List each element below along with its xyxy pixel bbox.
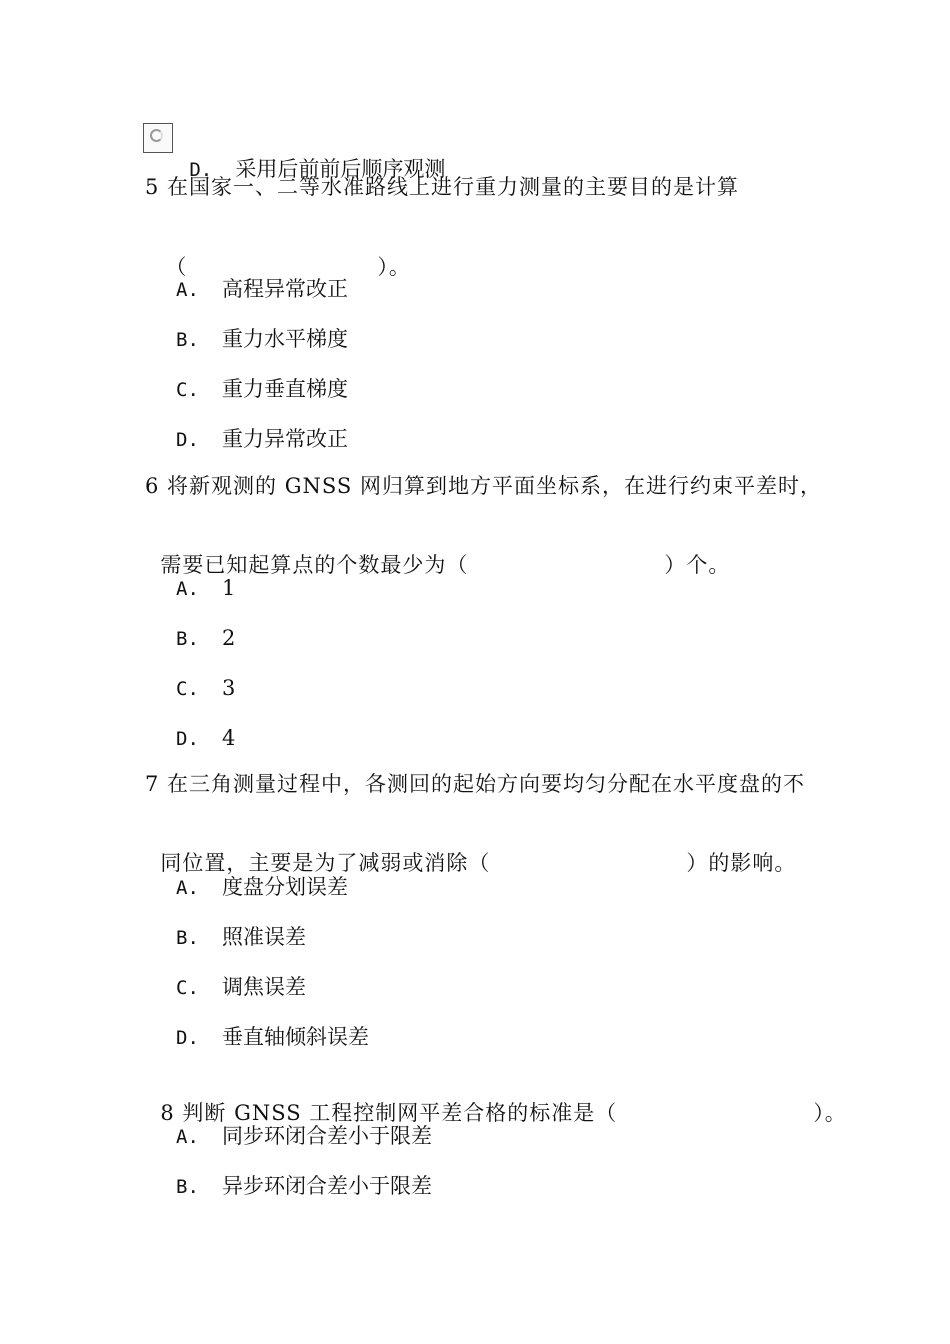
question-7-option-d: D. 垂直轴倾斜误差 — [176, 1025, 369, 1049]
question-6-blank-line: 需要已知起算点的个数最少为（ ）个。 — [160, 553, 731, 577]
question-8-text: 8 判断 GNSS 工程控制网平差合格的标准是（ ）。 — [160, 1101, 847, 1125]
question-5-option-d: D. 重力异常改正 — [176, 427, 348, 451]
question-6-option-c: C. 3 — [176, 676, 236, 700]
question-6-text: 6 将新观测的 GNSS 网归算到地方平面坐标系，在进行约束平差时， — [145, 474, 822, 498]
option-radio-icon[interactable] — [143, 123, 173, 153]
question-6-option-d: D. 4 — [176, 726, 236, 750]
question-5-option-c: C. 重力垂直梯度 — [176, 377, 348, 401]
question-5-option-b: B. 重力水平梯度 — [176, 327, 348, 351]
question-8-option-a: A. 同步环闭合差小于限差 — [176, 1124, 432, 1148]
question-8-option-b: B. 异步环闭合差小于限差 — [176, 1174, 432, 1198]
question-6-option-a: A. 1 — [176, 576, 236, 600]
question-5-blank-line: （ ）。 — [165, 255, 411, 279]
question-5-text: 5 在国家一、二等水准路线上进行重力测量的主要目的是计算 — [145, 175, 740, 199]
question-5-option-a: A. 高程异常改正 — [176, 277, 348, 301]
question-7-option-b: B. 照准误差 — [176, 925, 306, 949]
question-7-option-a: A. 度盘分划误差 — [176, 875, 348, 899]
question-7-text: 7 在三角测量过程中，各测回的起始方向要均匀分配在水平度盘的不 — [145, 772, 806, 796]
question-6-option-b: B. 2 — [176, 626, 236, 650]
option-text: 采用后前前后顺序观测 — [235, 157, 446, 181]
question-7-option-c: C. 调焦误差 — [176, 975, 306, 999]
question-7-blank-line: 同位置，主要是为了减弱或消除（ ）的影响。 — [160, 851, 797, 875]
option-letter: D. — [189, 159, 213, 181]
